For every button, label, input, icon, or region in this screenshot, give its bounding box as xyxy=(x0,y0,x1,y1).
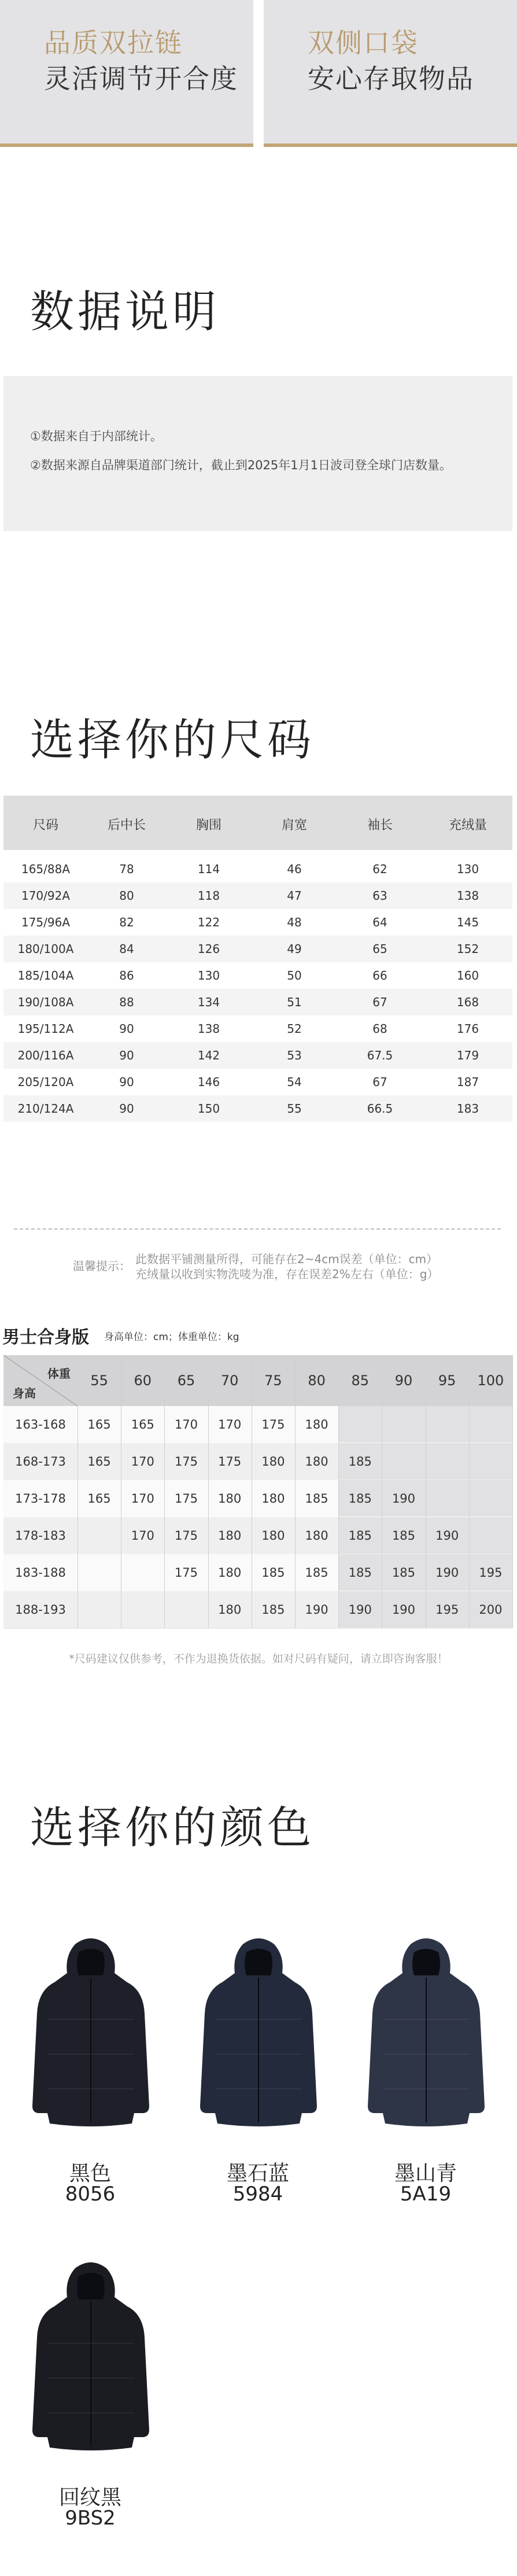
size-cell: 210/124A xyxy=(17,1102,74,1116)
fit-cell: 185 xyxy=(305,1492,328,1506)
fit-cell-shade xyxy=(469,1406,512,1442)
size-cell: 66 xyxy=(372,969,387,982)
size-cell: 67.5 xyxy=(367,1048,393,1062)
fit-disclaimer: *尺码建议仅供参考，不作为退换货依据。如对尺码有疑问，请立即咨询客服！ xyxy=(69,1653,448,1665)
fit-cell: 170 xyxy=(131,1529,154,1543)
fit-cell: 190 xyxy=(392,1603,416,1617)
size-cell: 176 xyxy=(456,1022,479,1036)
color-name: 墨山青 xyxy=(394,2162,457,2185)
size-cell: 67 xyxy=(372,995,387,1009)
tip-line-2: 充绒量以收到实物洗唛为准，存在误差2%左右（单位：g） xyxy=(135,1267,439,1281)
color-code: 8056 xyxy=(65,2183,116,2206)
size-table-row xyxy=(3,1095,512,1122)
color-option[interactable] xyxy=(177,1933,339,2206)
size-cell: 90 xyxy=(119,1022,134,1036)
size-cell: 88 xyxy=(119,995,134,1009)
size-cell: 168 xyxy=(456,995,479,1009)
color-section-title: 选择你的颜色 xyxy=(30,1802,315,1853)
color-code: 5984 xyxy=(232,2183,283,2206)
size-table-row xyxy=(3,1069,512,1095)
jacket-image xyxy=(365,1933,487,2129)
fit-height-label: 178-183 xyxy=(15,1529,66,1543)
color-code: 5A19 xyxy=(400,2183,452,2206)
fit-cell: 170 xyxy=(131,1455,154,1469)
fit-table-row xyxy=(3,1443,512,1481)
size-cell: 66.5 xyxy=(367,1102,393,1116)
size-cell: 46 xyxy=(287,862,302,876)
fit-cell: 180 xyxy=(218,1603,242,1617)
fit-cell: 180 xyxy=(218,1529,242,1543)
fit-cell: 175 xyxy=(261,1418,285,1431)
size-cell: 63 xyxy=(372,889,387,903)
feature-card-pockets xyxy=(264,0,517,147)
feature-card-zipper xyxy=(0,0,253,147)
size-cell: 179 xyxy=(456,1048,479,1062)
fit-cell: 190 xyxy=(348,1603,372,1617)
fit-cell: 165 xyxy=(131,1418,154,1431)
fit-weight-header: 60 xyxy=(134,1372,152,1389)
fit-cell: 185 xyxy=(348,1529,372,1543)
fit-table-row xyxy=(3,1517,512,1555)
fit-weight-header: 55 xyxy=(90,1372,108,1389)
size-table-row xyxy=(3,962,512,989)
fit-cell: 200 xyxy=(479,1603,503,1617)
fit-table-row xyxy=(3,1406,512,1444)
fit-cell: 190 xyxy=(435,1566,459,1580)
fit-height-label: 188-193 xyxy=(15,1603,66,1617)
size-cell: 80 xyxy=(119,889,134,903)
size-cell: 187 xyxy=(456,1075,479,1089)
size-cell: 49 xyxy=(287,942,302,956)
size-cell: 165/88A xyxy=(21,862,71,876)
divider xyxy=(14,1228,501,1230)
size-header-cell: 尺码 xyxy=(32,818,58,833)
size-cell: 130 xyxy=(456,862,479,876)
size-cell: 118 xyxy=(197,889,220,903)
fit-grid-line xyxy=(512,1355,513,1628)
size-cell: 67 xyxy=(372,1075,387,1089)
fit-cell: 180 xyxy=(261,1529,285,1543)
fit-unit-note: 身高单位：cm；体重单位：kg xyxy=(104,1331,239,1343)
size-cell: 175/96A xyxy=(21,915,71,929)
fit-cell: 165 xyxy=(87,1492,111,1506)
fit-cell: 180 xyxy=(305,1529,328,1543)
size-cell: 180/100A xyxy=(17,942,74,956)
fit-grid-line xyxy=(164,1355,165,1628)
size-cell: 84 xyxy=(119,942,134,956)
fit-cell-shade xyxy=(426,1480,469,1517)
fit-cell: 170 xyxy=(218,1418,242,1431)
size-cell: 90 xyxy=(119,1102,134,1116)
fit-cell: 175 xyxy=(174,1566,198,1580)
size-table-row xyxy=(3,856,512,882)
fit-cell-shade xyxy=(469,1517,512,1554)
fit-table-row xyxy=(3,1554,512,1592)
size-cell: 126 xyxy=(197,942,220,956)
fit-height-label: 168-173 xyxy=(15,1455,66,1469)
size-cell: 190/108A xyxy=(17,995,74,1009)
fit-cell-shade xyxy=(469,1443,512,1480)
fit-height-label: 173-178 xyxy=(15,1492,66,1506)
size-cell: 90 xyxy=(119,1048,134,1062)
fit-height-label: 163-168 xyxy=(15,1418,66,1431)
size-cell: 51 xyxy=(287,995,302,1009)
fit-cell-shade xyxy=(426,1443,469,1480)
fit-grid-line xyxy=(208,1355,209,1628)
size-cell: 53 xyxy=(287,1048,302,1062)
fit-cell: 185 xyxy=(305,1566,328,1580)
feature-title: 品质双拉链 xyxy=(44,27,183,58)
feature-title: 双侧口袋 xyxy=(308,27,419,58)
size-cell: 185/104A xyxy=(17,969,74,982)
size-cell: 150 xyxy=(197,1102,220,1116)
size-cell: 152 xyxy=(456,942,479,956)
color-name: 回纹黑 xyxy=(58,2486,121,2509)
size-cell: 145 xyxy=(456,915,479,929)
fit-cell: 185 xyxy=(348,1566,372,1580)
size-table-header xyxy=(3,796,512,850)
size-table-row xyxy=(3,909,512,936)
fit-cell: 185 xyxy=(392,1566,416,1580)
fit-cell: 180 xyxy=(218,1492,242,1506)
fit-weight-header: 80 xyxy=(308,1372,326,1389)
fit-cell: 175 xyxy=(218,1455,242,1469)
feature-subtitle: 灵活调节开合度 xyxy=(44,63,238,94)
size-cell: 200/116A xyxy=(17,1048,74,1062)
color-option[interactable] xyxy=(9,1933,171,2206)
size-table-row xyxy=(3,1042,512,1069)
size-cell: 138 xyxy=(456,889,479,903)
data-section-title: 数据说明 xyxy=(30,286,220,337)
fit-grid-line xyxy=(338,1355,339,1628)
fit-cell: 185 xyxy=(348,1492,372,1506)
data-line-1: ①数据来自于内部统计。 xyxy=(30,429,163,443)
feature-subtitle: 安心存取物品 xyxy=(308,63,474,94)
size-cell: 134 xyxy=(197,995,220,1009)
fit-table-row xyxy=(3,1591,512,1629)
fit-cell: 190 xyxy=(392,1492,416,1506)
fit-grid-line xyxy=(295,1355,296,1628)
fit-cell: 185 xyxy=(392,1529,416,1543)
jacket-image xyxy=(30,1933,152,2129)
size-header-cell: 充绒量 xyxy=(448,818,487,833)
size-cell: 62 xyxy=(372,862,387,876)
fit-cell: 185 xyxy=(261,1566,285,1580)
size-cell: 114 xyxy=(197,862,220,876)
fit-weight-header: 85 xyxy=(351,1372,370,1389)
fit-cell: 180 xyxy=(218,1566,242,1580)
corner-height-label: 身高 xyxy=(13,1386,36,1400)
size-cell: 86 xyxy=(119,969,134,982)
size-section-title: 选择你的尺码 xyxy=(30,714,315,766)
size-cell: 146 xyxy=(197,1075,220,1089)
color-option[interactable] xyxy=(9,2257,171,2530)
fit-weight-header: 70 xyxy=(220,1372,239,1389)
fit-cell: 175 xyxy=(174,1529,198,1543)
size-cell: 138 xyxy=(197,1022,220,1036)
data-line-2: ②数据来源自品牌渠道部门统计，截止到2025年1月1日波司登全球门店数量。 xyxy=(30,458,452,472)
fit-cell: 170 xyxy=(131,1492,154,1506)
size-cell: 47 xyxy=(287,889,302,903)
size-cell: 52 xyxy=(287,1022,302,1036)
tip-line-1: 此数据平铺测量所得，可能存在2~4cm误差（单位：cm） xyxy=(135,1252,438,1266)
fit-table-title: 男士合身版 xyxy=(2,1327,89,1348)
fit-cell: 195 xyxy=(479,1566,503,1580)
size-cell: 78 xyxy=(119,862,134,876)
size-cell: 183 xyxy=(456,1102,479,1116)
fit-grid-line xyxy=(77,1355,78,1628)
size-cell: 65 xyxy=(372,942,387,956)
fit-cell: 165 xyxy=(87,1418,111,1431)
fit-cell: 190 xyxy=(435,1529,459,1543)
fit-weight-header: 75 xyxy=(264,1372,282,1389)
fit-table-row xyxy=(3,1480,512,1518)
fit-cell: 185 xyxy=(348,1455,372,1469)
color-name: 墨石蓝 xyxy=(226,2162,289,2185)
fit-weight-header: 95 xyxy=(438,1372,456,1389)
color-code: 9BS2 xyxy=(65,2507,116,2530)
fit-cell-shade xyxy=(338,1406,382,1442)
fit-table-header xyxy=(3,1355,512,1406)
size-cell: 54 xyxy=(287,1075,302,1089)
fit-cell: 180 xyxy=(261,1492,285,1506)
fit-cell: 175 xyxy=(174,1455,198,1469)
jacket-image xyxy=(198,1933,319,2129)
size-header-cell: 胸围 xyxy=(195,818,221,833)
size-cell: 130 xyxy=(197,969,220,982)
size-cell: 122 xyxy=(197,915,220,929)
size-cell: 55 xyxy=(287,1102,302,1116)
fit-cell: 180 xyxy=(305,1455,328,1469)
fit-cell: 195 xyxy=(435,1603,459,1617)
size-cell: 90 xyxy=(119,1075,134,1089)
size-table-row xyxy=(3,882,512,909)
fit-weight-header: 100 xyxy=(477,1372,504,1389)
size-cell: 50 xyxy=(287,969,302,982)
fit-cell: 165 xyxy=(87,1455,111,1469)
color-name: 黑色 xyxy=(69,2162,111,2185)
fit-cell-shade xyxy=(426,1406,469,1442)
size-cell: 142 xyxy=(197,1048,220,1062)
fit-cell: 190 xyxy=(305,1603,328,1617)
corner-weight-label: 体重 xyxy=(47,1367,71,1381)
fit-cell: 175 xyxy=(174,1492,198,1506)
size-cell: 170/92A xyxy=(21,889,71,903)
fit-cell: 180 xyxy=(305,1418,328,1431)
tip-label: 温馨提示： xyxy=(73,1259,131,1273)
fit-cell: 180 xyxy=(261,1455,285,1469)
fit-cell-shade xyxy=(382,1443,425,1480)
fit-table xyxy=(3,1355,512,1627)
data-description-box xyxy=(3,376,512,531)
fit-cell-shade xyxy=(469,1480,512,1517)
size-table-row xyxy=(3,1015,512,1042)
size-cell: 82 xyxy=(119,915,134,929)
fit-height-label: 183-188 xyxy=(15,1566,66,1580)
fit-cell-shade xyxy=(382,1406,425,1442)
jacket-image xyxy=(30,2257,152,2453)
size-header-cell: 后中长 xyxy=(107,818,146,833)
size-cell: 195/112A xyxy=(17,1022,74,1036)
size-header-cell: 袖长 xyxy=(367,818,393,833)
size-table-row xyxy=(3,936,512,962)
fit-grid-line xyxy=(469,1355,470,1628)
size-header-cell: 肩宽 xyxy=(281,818,307,833)
color-option[interactable] xyxy=(345,1933,507,2206)
size-cell: 68 xyxy=(372,1022,387,1036)
fit-cell: 185 xyxy=(261,1603,285,1617)
size-cell: 205/120A xyxy=(17,1075,74,1089)
size-cell: 48 xyxy=(287,915,302,929)
size-table xyxy=(3,796,512,1243)
size-table-row xyxy=(3,989,512,1015)
fit-weight-header: 65 xyxy=(177,1372,195,1389)
size-cell: 64 xyxy=(372,915,387,929)
fit-cell: 170 xyxy=(174,1418,198,1431)
fit-weight-header: 90 xyxy=(394,1372,413,1389)
size-cell: 160 xyxy=(456,969,479,982)
